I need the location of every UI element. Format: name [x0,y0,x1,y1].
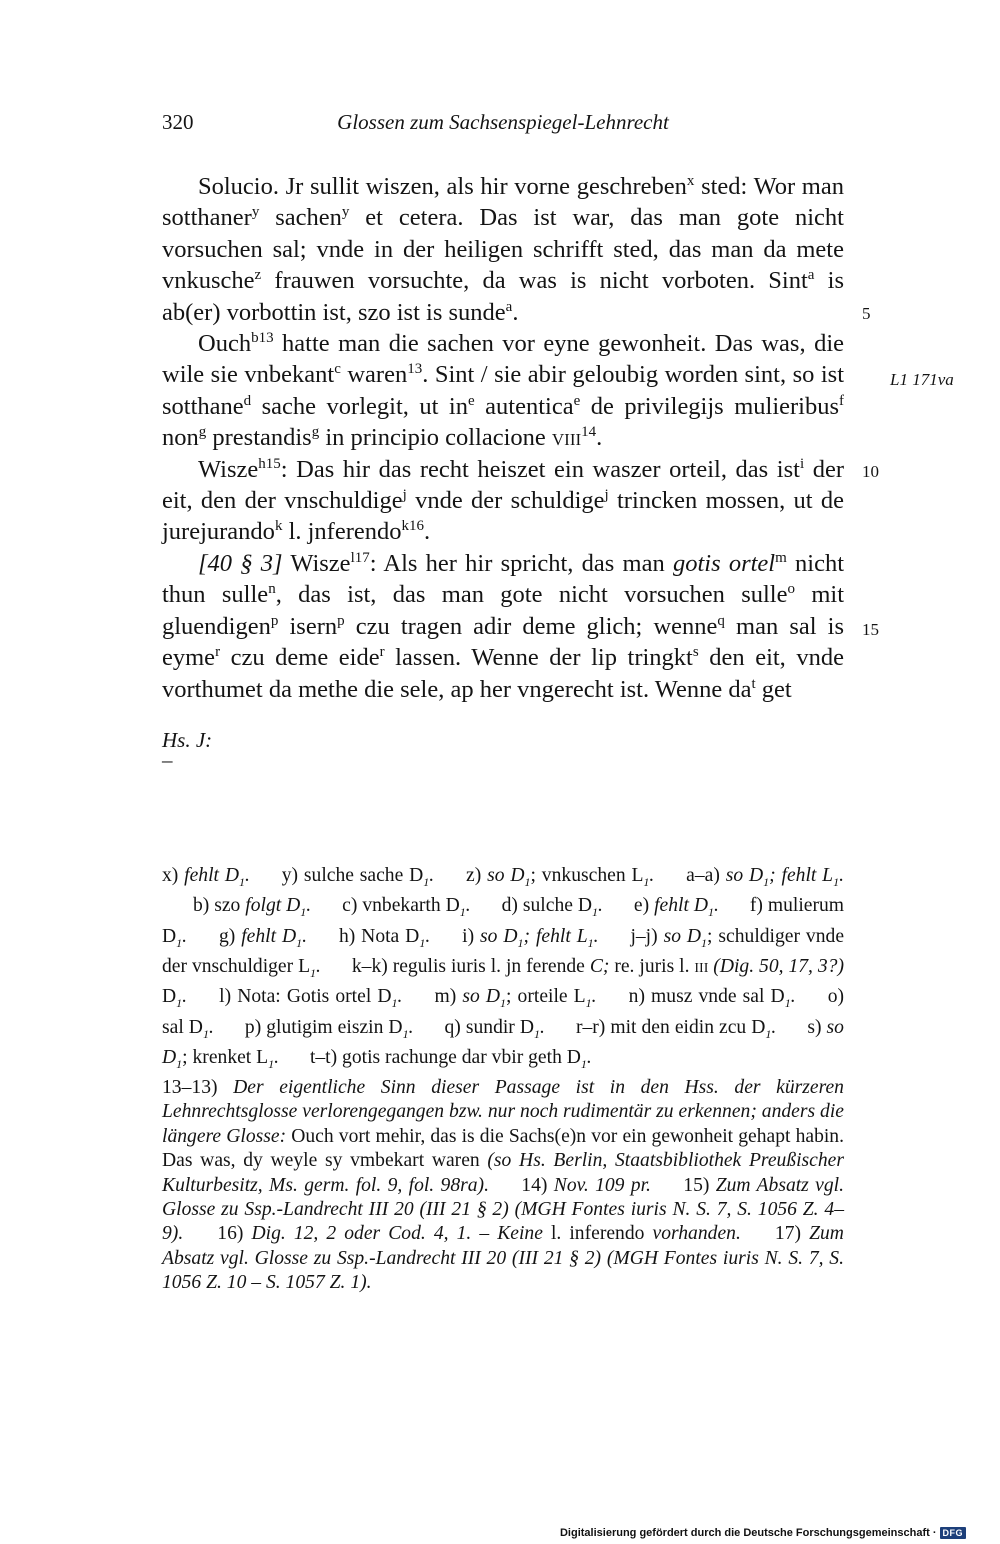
critical-apparatus [162,864,844,1076]
apparatus-note-g: g) fehlt $D_1$. [218,925,308,950]
page-number: 320 [162,110,194,134]
paragraph-solucio: Solucio. Jr sullit wiszen, als hir vorne geschreben$^x$ sted: Wor man sotthaner$^y$ sachen$^y$ et cetera. Das ist war, das man gote nicht vorsuchen sal; vnde in der heiligen schrifft sted, das man da mete vnkusche$^z$ frauwen vorsuchte, da was is nicht vorboten. Sint$^a$ is ab(er) vorbottin ist, szo ist is sunde$^a$. [162,173,844,326]
line-number-15: 15 [862,620,879,639]
apparatus-note-z: z) so $D_1$; vnkuschen $L_1$. [466,865,655,889]
paragraph-40-3: [40 § 3] Wisze$^{l17}$: Als her hir spricht, das man gotis ortel$^m$ nicht thun sulle$^n$, das ist, das man gote nicht vorsuchen sulle$^o$ mit gluendigen$^p$ isern$^p$ czu tragen adir deme glich; wenne$^q$ man sal is eyme$^r$ czu deme eide$^r$ lassen. Wenne der lip tringkt$^s$ den eit, vnde vorthumet da methe die sele, ap her vngerecht ist. Wenne $da^t$ get [162,549,845,703]
apparatus-note-l: l) Nota: Gotis ortel $D_1$. [219,986,403,1011]
apparatus-note-i: i) so $D_1$; fehlt $L_1$. [462,925,599,950]
apparatus-note-k: k–k) regulis iuris l. jn ferende C; re. juris l. iii (Dig. 50, 17, 3?) $D_1$. [162,955,844,1011]
apparatus-note-s: s) so $D_1$; krenket $L_1$. [162,1016,844,1071]
apparatus-note-r: r–r) mit den eidin zcu $D_1$. [575,1016,777,1041]
hs-j-dash: – [162,748,173,772]
apparatus-note-t: t–t) gotis rachunge dar vbir geth $D_1$. [309,1046,592,1071]
paragraph-wisze: Wisze$^{h15}$: Das hir das recht heiszet ein waszer orteil, das ist$^i$ der eit, den der vnschuldige$^j$ vnde der schuldige$^j$ trincken mossen, ut de jurejurando$^k$ l. jnferendo$^{k16}$. [162,455,845,546]
paragraph-ouch: Ouch$^{b13}$ hatte man die sachen vor eyne gewonheit. Das was, die wile sie vnbekant$^c$ waren$^{13}$. Sint / sie abir geloubig worden sint, so ist sotthane$^d$ sache vorlegit, ut $in^e$ autentica$^e$ de privilegijs mulieribus$^f$ non$^g$ prestandis$^g$ in principio collacione viii$^{14}$. [162,330,844,452]
commentary-note-14: 14) Nov. 109 pr. [521,1174,651,1196]
apparatus-note-c: c) vnbekarth $D_1$. [342,895,471,920]
apparatus-note-y: y) sulche sache $D_1$. [281,865,435,889]
dfg-logo-icon: DFG [940,1527,967,1539]
commentary-notes [162,1076,844,1296]
line-number-10: 10 [862,462,879,481]
apparatus-note-d: d) sulche $D_1$. [501,895,603,920]
apparatus-note-b: b) szo folgt $D_1$. [192,895,312,920]
commentary-note-17: 17) Zum Absatz vgl. Glosse zu Ssp.-Landrecht III 20 (III 21 § 2) (MGH Fontes iuris N. S. 7, S. 1056 Z. 10 – S. 1057 Z. 1). [162,1223,844,1294]
apparatus-note-x: x) fehlt $D_1$. [162,865,250,889]
digitization-credit [560,1527,966,1539]
apparatus-note-j: j–j) so $D_1$; schuldiger vnde der vnschuldiger $L_1$. [162,925,845,980]
apparatus-note-f: f) mulierum $D_1$. [162,895,845,950]
apparatus-note-a: a–a) so $D_1$; fehlt $L_1$. [686,865,844,889]
running-title: Glossen zum Sachsenspiegel-Lehnrecht [337,110,669,134]
apparatus-note-m: m) so $D_1$; orteile $L_1$. [434,986,597,1011]
apparatus-note-o: o) sal $D_1$. [162,986,845,1041]
apparatus-note-h: h) Nota $D_1$. [338,925,431,950]
apparatus-note-q: q) sundir $D_1$. [444,1016,545,1041]
main-text [162,171,844,705]
hs-j-label: Hs. J: [162,728,213,752]
apparatus-note-p: p) glutigim eiszin $D_1$. [244,1016,414,1041]
apparatus-note-e: e) fehlt $D_1$. [633,895,719,920]
apparatus-note-n: n) musz vnde sal $D_1$. [628,986,796,1011]
line-number-5: 5 [862,304,871,323]
margin-folio-reference: L1 171va [890,370,954,389]
commentary-note-13: 13–13) Der eigentliche Sinn dieser Passage ist in den Hss. der kürzeren Lehnrechtsglosse verlorengegangen bzw. nur noch rudimentär zu erkennen; anders die längere Glosse: Ouch vort mehir, das is die Sachs(e)n vor ein gewonheit gehapt habin. Das was, dy weyle sy vmbekart waren (so Hs. Berlin, Staatsbibliothek Preußischer Kulturbesitz, Ms. germ. fol. 9, fol. 98ra). [162,1077,845,1196]
commentary-note-16: 16) Dig. 12, 2 oder Cod. 4, 1. – Keine l. inferendo vorhanden. [217,1223,741,1245]
commentary-note-15: 15) Zum Absatz vgl. Glosse zu Ssp.-Landrecht III 20 (III 21 § 2) (MGH Fontes iuris N. S. 7, S. 1056 Z. 4–9). [162,1174,844,1245]
credit-text: Digitalisierung gefördert durch die Deutsche Forschungsgemeinschaft · [559,1527,937,1539]
